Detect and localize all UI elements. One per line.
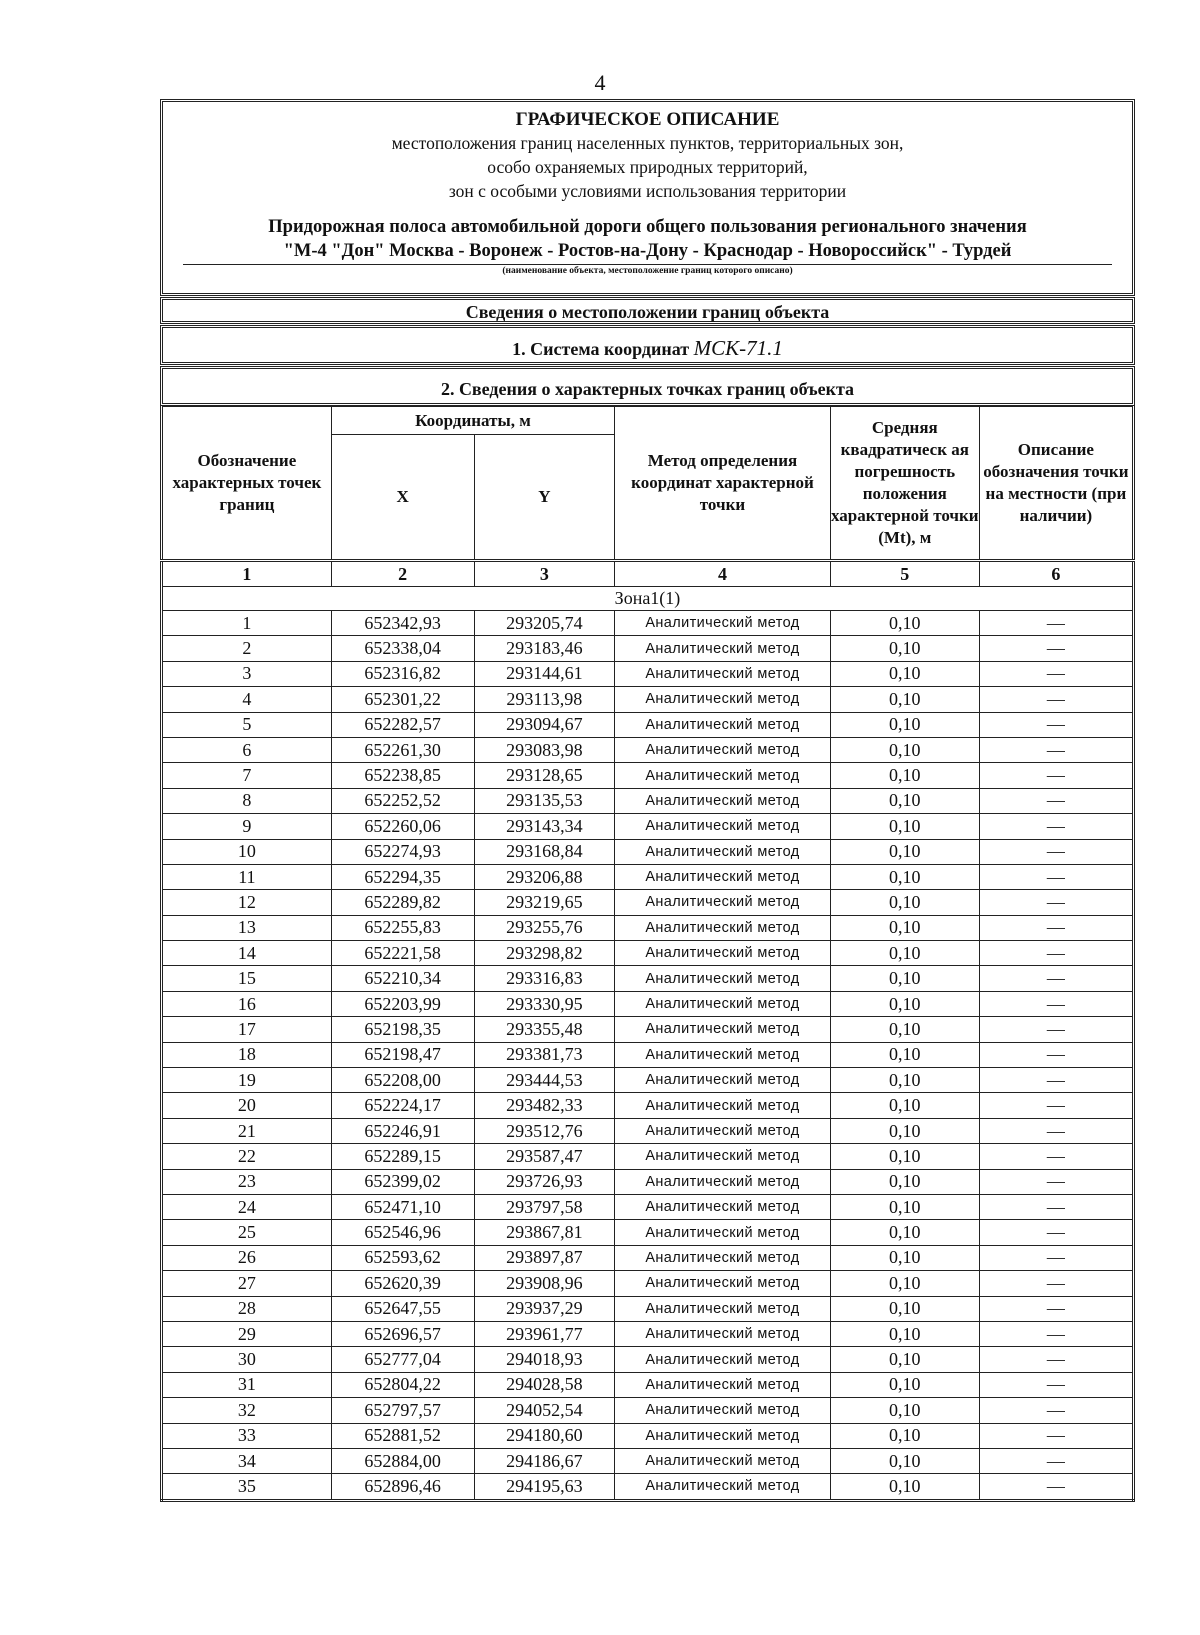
point-accuracy: 0,10 [830, 611, 979, 636]
point-y: 293205,74 [474, 611, 615, 636]
table-row [162, 1271, 1134, 1296]
point-accuracy: 0,10 [830, 814, 979, 839]
point-accuracy: 0,10 [830, 941, 979, 966]
point-x: 652221,58 [331, 941, 474, 966]
table-row [162, 915, 1134, 940]
point-x: 652896,46 [331, 1474, 474, 1500]
point-number: 31 [162, 1372, 332, 1397]
table-row [162, 611, 1134, 636]
point-description: — [979, 1194, 1133, 1219]
point-accuracy: 0,10 [830, 890, 979, 915]
point-description: — [979, 1220, 1133, 1245]
point-number: 5 [162, 712, 332, 737]
point-method: Аналитический метод [615, 966, 831, 991]
point-accuracy: 0,10 [830, 1068, 979, 1093]
point-y: 293355,48 [474, 1017, 615, 1042]
point-accuracy: 0,10 [830, 788, 979, 813]
point-x: 652884,00 [331, 1448, 474, 1473]
zone-row [162, 587, 1134, 611]
column-number: 1 [162, 561, 332, 587]
point-method: Аналитический метод [615, 864, 831, 889]
table-row [162, 788, 1134, 813]
point-accuracy: 0,10 [830, 737, 979, 762]
object-underline [183, 264, 1112, 265]
point-description: — [979, 611, 1133, 636]
point-description: — [979, 788, 1133, 813]
header-description: Описание обозначения точки на местности (при наличии) [979, 407, 1133, 561]
point-number: 28 [162, 1296, 332, 1321]
point-description: — [979, 941, 1133, 966]
table-row [162, 1144, 1134, 1169]
point-x: 652399,02 [331, 1169, 474, 1194]
point-x: 652294,35 [331, 864, 474, 889]
point-number: 24 [162, 1194, 332, 1219]
point-description: — [979, 864, 1133, 889]
point-accuracy: 0,10 [830, 636, 979, 661]
table-row [162, 991, 1134, 1016]
point-description: — [979, 915, 1133, 940]
point-method: Аналитический метод [615, 1448, 831, 1473]
point-number: 14 [162, 941, 332, 966]
point-accuracy: 0,10 [830, 1372, 979, 1397]
point-method: Аналитический метод [615, 1118, 831, 1143]
point-accuracy: 0,10 [830, 1220, 979, 1245]
point-description: — [979, 1474, 1133, 1500]
point-method: Аналитический метод [615, 636, 831, 661]
point-y: 293444,53 [474, 1068, 615, 1093]
point-description: — [979, 1042, 1133, 1067]
header-coordinates: Координаты, м [331, 407, 614, 435]
point-x: 652208,00 [331, 1068, 474, 1093]
table-row [162, 661, 1134, 686]
point-accuracy: 0,10 [830, 915, 979, 940]
section-points-title: 2. Сведения о характерных точках границ объекта [160, 366, 1135, 406]
point-x: 652804,22 [331, 1372, 474, 1397]
point-number: 30 [162, 1347, 332, 1372]
point-y: 293128,65 [474, 763, 615, 788]
table-row [162, 941, 1134, 966]
point-number: 33 [162, 1423, 332, 1448]
point-method: Аналитический метод [615, 611, 831, 636]
table-row [162, 1093, 1134, 1118]
point-x: 652777,04 [331, 1347, 474, 1372]
section-coordinate-system [160, 325, 1135, 365]
point-y: 293897,87 [474, 1245, 615, 1270]
point-accuracy: 0,10 [830, 864, 979, 889]
point-method: Аналитический метод [615, 1321, 831, 1346]
point-description: — [979, 1169, 1133, 1194]
point-number: 16 [162, 991, 332, 1016]
point-accuracy: 0,10 [830, 661, 979, 686]
point-accuracy: 0,10 [830, 966, 979, 991]
point-method: Аналитический метод [615, 991, 831, 1016]
point-x: 652210,34 [331, 966, 474, 991]
object-name-line: "М-4 "Дон" Москва - Воронеж - Ростов-на-Дону - Краснодар - Новороссийск" - Турдей [283, 241, 1012, 261]
point-number: 1 [162, 611, 332, 636]
point-y: 294186,67 [474, 1448, 615, 1473]
point-y: 293143,34 [474, 814, 615, 839]
subtitle-line: особо охраняемых природных территорий, [487, 157, 808, 177]
table-row [162, 1372, 1134, 1397]
point-method: Аналитический метод [615, 1245, 831, 1270]
point-accuracy: 0,10 [830, 687, 979, 712]
table-row [162, 737, 1134, 762]
point-method: Аналитический метод [615, 1271, 831, 1296]
table-row [162, 1068, 1134, 1093]
point-method: Аналитический метод [615, 1194, 831, 1219]
point-description: — [979, 890, 1133, 915]
point-description: — [979, 737, 1133, 762]
point-accuracy: 0,10 [830, 1169, 979, 1194]
point-number: 25 [162, 1220, 332, 1245]
point-description: — [979, 1296, 1133, 1321]
table-row [162, 712, 1134, 737]
point-number: 13 [162, 915, 332, 940]
crs-name: МСК-71.1 [693, 336, 783, 360]
point-number: 17 [162, 1017, 332, 1042]
point-y: 293113,98 [474, 687, 615, 712]
table-row [162, 1423, 1134, 1448]
point-x: 652593,62 [331, 1245, 474, 1270]
point-number: 26 [162, 1245, 332, 1270]
column-number: 3 [474, 561, 615, 587]
point-y: 293206,88 [474, 864, 615, 889]
table-row [162, 1296, 1134, 1321]
point-accuracy: 0,10 [830, 763, 979, 788]
point-x: 652316,82 [331, 661, 474, 686]
point-description: — [979, 661, 1133, 686]
point-method: Аналитический метод [615, 1093, 831, 1118]
point-accuracy: 0,10 [830, 1448, 979, 1473]
point-description: — [979, 991, 1133, 1016]
point-number: 34 [162, 1448, 332, 1473]
point-y: 293381,73 [474, 1042, 615, 1067]
point-method: Аналитический метод [615, 890, 831, 915]
point-x: 652342,93 [331, 611, 474, 636]
point-number: 12 [162, 890, 332, 915]
point-accuracy: 0,10 [830, 839, 979, 864]
point-x: 652198,35 [331, 1017, 474, 1042]
point-x: 652289,15 [331, 1144, 474, 1169]
column-number: 4 [615, 561, 831, 587]
point-description: — [979, 1068, 1133, 1093]
point-number: 19 [162, 1068, 332, 1093]
point-x: 652261,30 [331, 737, 474, 762]
point-y: 293316,83 [474, 966, 615, 991]
document-header [160, 99, 1135, 296]
point-x: 652255,83 [331, 915, 474, 940]
column-number: 6 [979, 561, 1133, 587]
point-number: 8 [162, 788, 332, 813]
point-y: 293144,61 [474, 661, 615, 686]
point-description: — [979, 712, 1133, 737]
table-row [162, 890, 1134, 915]
point-y: 294028,58 [474, 1372, 615, 1397]
point-number: 20 [162, 1093, 332, 1118]
point-x: 652246,91 [331, 1118, 474, 1143]
point-number: 6 [162, 737, 332, 762]
crs-label: 1. Система координат [512, 339, 690, 359]
point-accuracy: 0,10 [830, 1423, 979, 1448]
point-number: 10 [162, 839, 332, 864]
point-accuracy: 0,10 [830, 1017, 979, 1042]
point-x: 652620,39 [331, 1271, 474, 1296]
point-x: 652881,52 [331, 1423, 474, 1448]
point-method: Аналитический метод [615, 737, 831, 762]
point-method: Аналитический метод [615, 1169, 831, 1194]
point-x: 652282,57 [331, 712, 474, 737]
point-method: Аналитический метод [615, 1220, 831, 1245]
point-y: 293867,81 [474, 1220, 615, 1245]
point-y: 294052,54 [474, 1398, 615, 1423]
point-method: Аналитический метод [615, 1423, 831, 1448]
point-description: — [979, 1144, 1133, 1169]
point-x: 652301,22 [331, 687, 474, 712]
point-y: 293255,76 [474, 915, 615, 940]
point-y: 293219,65 [474, 890, 615, 915]
point-accuracy: 0,10 [830, 1118, 979, 1143]
point-description: — [979, 1448, 1133, 1473]
point-accuracy: 0,10 [830, 1398, 979, 1423]
point-method: Аналитический метод [615, 788, 831, 813]
point-description: — [979, 1271, 1133, 1296]
point-accuracy: 0,10 [830, 1042, 979, 1067]
point-method: Аналитический метод [615, 1144, 831, 1169]
point-number: 2 [162, 636, 332, 661]
point-number: 4 [162, 687, 332, 712]
point-description: — [979, 1118, 1133, 1143]
point-x: 652289,82 [331, 890, 474, 915]
point-y: 293908,96 [474, 1271, 615, 1296]
object-name-line: Придорожная полоса автомобильной дороги общего пользования регионального значения [268, 217, 1027, 237]
point-description: — [979, 636, 1133, 661]
point-number: 3 [162, 661, 332, 686]
table-row [162, 1245, 1134, 1270]
subtitle-line: местоположения границ населенных пунктов, территориальных зон, [391, 133, 904, 153]
table-row [162, 839, 1134, 864]
point-method: Аналитический метод [615, 915, 831, 940]
point-accuracy: 0,10 [830, 1474, 979, 1500]
zone-label: Зона1(1) [162, 587, 1134, 611]
point-method: Аналитический метод [615, 763, 831, 788]
point-y: 293183,46 [474, 636, 615, 661]
table-row [162, 864, 1134, 889]
point-x: 652252,52 [331, 788, 474, 813]
point-x: 652198,47 [331, 1042, 474, 1067]
point-description: — [979, 839, 1133, 864]
point-description: — [979, 763, 1133, 788]
point-x: 652274,93 [331, 839, 474, 864]
point-description: — [979, 1398, 1133, 1423]
point-number: 23 [162, 1169, 332, 1194]
point-y: 293298,82 [474, 941, 615, 966]
point-x: 652647,55 [331, 1296, 474, 1321]
point-description: — [979, 1017, 1133, 1042]
point-x: 652696,57 [331, 1321, 474, 1346]
point-method: Аналитический метод [615, 1372, 831, 1397]
point-y: 293726,93 [474, 1169, 615, 1194]
point-method: Аналитический метод [615, 712, 831, 737]
points-table [160, 406, 1135, 1502]
point-y: 293083,98 [474, 737, 615, 762]
table-row [162, 1220, 1134, 1245]
point-method: Аналитический метод [615, 1296, 831, 1321]
point-accuracy: 0,10 [830, 1144, 979, 1169]
subtitle-line: зон с особыми условиями использования территории [448, 181, 847, 201]
point-number: 22 [162, 1144, 332, 1169]
point-accuracy: 0,10 [830, 1271, 979, 1296]
point-description: — [979, 687, 1133, 712]
point-method: Аналитический метод [615, 1474, 831, 1500]
point-method: Аналитический метод [615, 1398, 831, 1423]
point-y: 293482,33 [474, 1093, 615, 1118]
point-number: 29 [162, 1321, 332, 1346]
point-accuracy: 0,10 [830, 1194, 979, 1219]
point-description: — [979, 1347, 1133, 1372]
table-row [162, 966, 1134, 991]
point-y: 294018,93 [474, 1347, 615, 1372]
point-description: — [979, 1093, 1133, 1118]
point-x: 652203,99 [331, 991, 474, 1016]
table-row [162, 1321, 1134, 1346]
point-method: Аналитический метод [615, 839, 831, 864]
table-row [162, 1448, 1134, 1473]
point-method: Аналитический метод [615, 1017, 831, 1042]
point-accuracy: 0,10 [830, 1347, 979, 1372]
point-accuracy: 0,10 [830, 1296, 979, 1321]
point-method: Аналитический метод [615, 661, 831, 686]
point-y: 293961,77 [474, 1321, 615, 1346]
table-row [162, 636, 1134, 661]
point-description: — [979, 1245, 1133, 1270]
point-y: 293168,84 [474, 839, 615, 864]
table-row [162, 1042, 1134, 1067]
point-method: Аналитический метод [615, 1068, 831, 1093]
point-accuracy: 0,10 [830, 1245, 979, 1270]
point-description: — [979, 966, 1133, 991]
point-y: 293937,29 [474, 1296, 615, 1321]
point-method: Аналитический метод [615, 1042, 831, 1067]
point-y: 293797,58 [474, 1194, 615, 1219]
point-number: 7 [162, 763, 332, 788]
object-caption: (наименование объекта, местоположение границ которого описано) [502, 266, 793, 276]
point-y: 293587,47 [474, 1144, 615, 1169]
point-description: — [979, 814, 1133, 839]
point-number: 18 [162, 1042, 332, 1067]
table-row [162, 763, 1134, 788]
header-y: Y [474, 435, 615, 561]
point-x: 652224,17 [331, 1093, 474, 1118]
point-accuracy: 0,10 [830, 712, 979, 737]
point-x: 652797,57 [331, 1398, 474, 1423]
point-method: Аналитический метод [615, 814, 831, 839]
column-number: 5 [830, 561, 979, 587]
point-y: 293094,67 [474, 712, 615, 737]
point-method: Аналитический метод [615, 1347, 831, 1372]
point-y: 294195,63 [474, 1474, 615, 1500]
point-number: 35 [162, 1474, 332, 1500]
page-number: 4 [594, 70, 606, 95]
point-y: 293330,95 [474, 991, 615, 1016]
column-numbers-row [162, 561, 1134, 587]
point-x: 652260,06 [331, 814, 474, 839]
column-number: 2 [331, 561, 474, 587]
table-row [162, 687, 1134, 712]
point-y: 294180,60 [474, 1423, 615, 1448]
point-x: 652238,85 [331, 763, 474, 788]
section-info-title: Сведения о местоположении границ объекта [160, 297, 1135, 324]
header-x: X [331, 435, 474, 561]
point-x: 652546,96 [331, 1220, 474, 1245]
point-accuracy: 0,10 [830, 1321, 979, 1346]
table-row [162, 1347, 1134, 1372]
document-sheet [160, 99, 1135, 1502]
point-x: 652471,10 [331, 1194, 474, 1219]
table-row [162, 1017, 1134, 1042]
table-row [162, 1194, 1134, 1219]
point-number: 15 [162, 966, 332, 991]
point-number: 21 [162, 1118, 332, 1143]
header-method: Метод определения координат характерной точки [615, 407, 831, 561]
point-number: 9 [162, 814, 332, 839]
table-row [162, 1169, 1134, 1194]
point-description: — [979, 1372, 1133, 1397]
point-number: 27 [162, 1271, 332, 1296]
point-accuracy: 0,10 [830, 1093, 979, 1118]
table-row [162, 1474, 1134, 1500]
point-x: 652338,04 [331, 636, 474, 661]
point-method: Аналитический метод [615, 687, 831, 712]
header-accuracy: Средняя квадратическ ая погрешность положения характерной точки (Mt), м [830, 407, 979, 561]
point-y: 293135,53 [474, 788, 615, 813]
table-row [162, 1118, 1134, 1143]
point-description: — [979, 1321, 1133, 1346]
point-y: 293512,76 [474, 1118, 615, 1143]
point-accuracy: 0,10 [830, 991, 979, 1016]
point-description: — [979, 1423, 1133, 1448]
point-method: Аналитический метод [615, 941, 831, 966]
header-point-designation: Обозначение характерных точек границ [162, 407, 332, 561]
point-number: 11 [162, 864, 332, 889]
table-row [162, 1398, 1134, 1423]
table-row [162, 814, 1134, 839]
object-name [163, 215, 1132, 263]
point-number: 32 [162, 1398, 332, 1423]
document-title: ГРАФИЧЕСКОЕ ОПИСАНИЕ [515, 109, 780, 130]
